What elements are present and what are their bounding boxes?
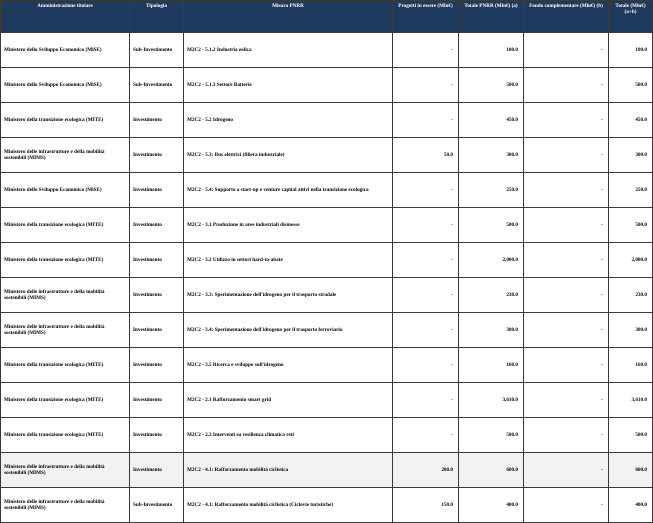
- cell-tipologia: Sub-Investimento: [130, 68, 184, 103]
- cell-amministrazione: Ministero della transizione ecologica (MITE): [1, 208, 130, 243]
- cell-amministrazione: Ministero delle infrastrutture e della mobilità sostenibili (MIMS): [1, 488, 130, 523]
- cell-totale-pnrr: 600.0: [459, 453, 524, 488]
- cell-tipologia: Investimento: [130, 103, 184, 138]
- header-totale: Totale (Mln€) (a+b): [609, 1, 653, 33]
- cell-misura: M2C2 - 2.2 Interventi su resilienza climatica reti: [184, 418, 393, 453]
- cell-totale-pnrr: 300.0: [459, 313, 524, 348]
- cell-fondo: -: [524, 488, 609, 523]
- cell-fondo: -: [524, 453, 609, 488]
- cell-tipologia: Sub-Investimento: [130, 488, 184, 523]
- cell-amministrazione: Ministero dello Sviluppo Economico (MiSE): [1, 33, 130, 68]
- table-row: [1, 278, 653, 313]
- cell-fondo: -: [524, 173, 609, 208]
- cell-totale: 2,000.0: [609, 243, 653, 278]
- cell-amministrazione: Ministero delle infrastrutture e della mobilità sostenibili (MIMS): [1, 278, 130, 313]
- cell-progetti: -: [393, 68, 459, 103]
- cell-totale: 3,610.0: [609, 383, 653, 418]
- table-row: [1, 418, 653, 453]
- cell-tipologia: Sub-Investimento: [130, 33, 184, 68]
- cell-fondo: -: [524, 103, 609, 138]
- cell-misura: M2C2 - 5.1.2 Industria eolica: [184, 33, 393, 68]
- table-row: [1, 103, 653, 138]
- cell-progetti: -: [393, 33, 459, 68]
- cell-progetti: -: [393, 348, 459, 383]
- cell-misura: M2C2 - 3.5 Ricerca e sviluppo sull'idrogeno: [184, 348, 393, 383]
- cell-totale-pnrr: 500.0: [459, 68, 524, 103]
- cell-amministrazione: Ministero delle infrastrutture e della mobilità sostenibili (MIMS): [1, 453, 130, 488]
- cell-fondo: -: [524, 208, 609, 243]
- cell-misura: M2C2 - 3.2 Utilizzo in settori hard-to-abate: [184, 243, 393, 278]
- header-progetti: Progetti in essere (Mln€): [393, 1, 459, 33]
- cell-misura: M2C2 - 2.1 Rafforzamento smart grid: [184, 383, 393, 418]
- cell-amministrazione: Ministero della transizione ecologica (MITE): [1, 348, 130, 383]
- cell-misura: M2C2 - 3.3: Sperimentazione dell'idrogeno per il trasporto stradale: [184, 278, 393, 313]
- cell-totale: 300.0: [609, 313, 653, 348]
- cell-amministrazione: Ministero delle infrastrutture e della mobilità sostenibili (MIMS): [1, 138, 130, 173]
- cell-tipologia: Investimento: [130, 453, 184, 488]
- table-row: [1, 383, 653, 418]
- cell-progetti: -: [393, 278, 459, 313]
- table-row: [1, 173, 653, 208]
- cell-totale-pnrr: 160.0: [459, 348, 524, 383]
- cell-fondo: -: [524, 313, 609, 348]
- cell-tipologia: Investimento: [130, 243, 184, 278]
- cell-totale-pnrr: 100.0: [459, 33, 524, 68]
- cell-tipologia: Investimento: [130, 138, 184, 173]
- cell-amministrazione: Ministero della transizione ecologica (MITE): [1, 418, 130, 453]
- cell-amministrazione: Ministero dello Sviluppo Economico (MiSE): [1, 68, 130, 103]
- cell-totale-pnrr: 300.0: [459, 138, 524, 173]
- cell-misura: M2C2 - 5.2 Idrogeno: [184, 103, 393, 138]
- header-misura: Misura PNRR: [184, 1, 393, 33]
- cell-tipologia: Investimento: [130, 208, 184, 243]
- cell-tipologia: Investimento: [130, 418, 184, 453]
- cell-progetti: -: [393, 243, 459, 278]
- cell-fondo: -: [524, 243, 609, 278]
- cell-totale: 100.0: [609, 33, 653, 68]
- cell-totale: 450.0: [609, 103, 653, 138]
- cell-progetti: -: [393, 383, 459, 418]
- header-fondo: Fondo complementare (Mln€) (b): [524, 1, 609, 33]
- cell-misura: M2C2 - 3.1 Produzione in aree industriali dismesse: [184, 208, 393, 243]
- cell-totale-pnrr: 3,610.0: [459, 383, 524, 418]
- cell-tipologia: Investimento: [130, 173, 184, 208]
- cell-progetti: 150.0: [393, 488, 459, 523]
- cell-progetti: -: [393, 208, 459, 243]
- cell-progetti: -: [393, 313, 459, 348]
- cell-progetti: -: [393, 418, 459, 453]
- cell-misura: M2C2 - 3.4: Sperimentazione dell'idrogeno per il trasporto ferroviario: [184, 313, 393, 348]
- cell-fondo: -: [524, 33, 609, 68]
- table-row: [1, 313, 653, 348]
- table-row: [1, 68, 653, 103]
- header-tipologia: Tipologia: [130, 1, 184, 33]
- table-row: [1, 348, 653, 383]
- cell-totale: 500.0: [609, 418, 653, 453]
- cell-misura: M2C2 - 4.1: Rafforzamento mobilità ciclistica (Ciclovie turistiche): [184, 488, 393, 523]
- cell-totale: 600.0: [609, 453, 653, 488]
- cell-progetti: 50.0: [393, 138, 459, 173]
- cell-totale: 500.0: [609, 68, 653, 103]
- cell-totale-pnrr: 250.0: [459, 173, 524, 208]
- cell-amministrazione: Ministero della transizione ecologica (MITE): [1, 243, 130, 278]
- cell-totale-pnrr: 500.0: [459, 208, 524, 243]
- cell-totale-pnrr: 450.0: [459, 103, 524, 138]
- cell-tipologia: Investimento: [130, 383, 184, 418]
- cell-totale-pnrr: 400.0: [459, 488, 524, 523]
- table-row: [1, 138, 653, 173]
- table-row: [1, 453, 653, 488]
- cell-amministrazione: Ministero dello Sviluppo Economico (MiSE): [1, 173, 130, 208]
- cell-fondo: -: [524, 383, 609, 418]
- cell-totale-pnrr: 230.0: [459, 278, 524, 313]
- table-row: [1, 33, 653, 68]
- cell-progetti: 200.0: [393, 453, 459, 488]
- cell-totale: 230.0: [609, 278, 653, 313]
- cell-fondo: -: [524, 278, 609, 313]
- cell-totale: 250.0: [609, 173, 653, 208]
- header-totale-pnrr: Totale PNRR (Mln€) (a): [459, 1, 524, 33]
- cell-tipologia: Investimento: [130, 313, 184, 348]
- cell-totale: 160.0: [609, 348, 653, 383]
- cell-progetti: -: [393, 173, 459, 208]
- cell-progetti: -: [393, 103, 459, 138]
- cell-totale-pnrr: 500.0: [459, 418, 524, 453]
- header-amministrazione: Amministrazione titolare: [1, 1, 130, 33]
- cell-misura: M2C2 - 5.3: Bus elettrici (filiera industriale): [184, 138, 393, 173]
- cell-fondo: -: [524, 348, 609, 383]
- cell-misura: M2C2 - 5.4: Supporto a start-up e venture capital attivi nella transizione ecologica: [184, 173, 393, 208]
- cell-misura: M2C2 - 4.1: Rafforzamento mobilità ciclistica: [184, 453, 393, 488]
- cell-fondo: -: [524, 418, 609, 453]
- table-row: [1, 208, 653, 243]
- cell-tipologia: Investimento: [130, 348, 184, 383]
- cell-totale-pnrr: 2,000.0: [459, 243, 524, 278]
- cell-amministrazione: Ministero della transizione ecologica (MITE): [1, 383, 130, 418]
- table-row: [1, 488, 653, 523]
- table-row: [1, 243, 653, 278]
- cell-amministrazione: Ministero della transizione ecologica (MITE): [1, 103, 130, 138]
- cell-totale: 400.0: [609, 488, 653, 523]
- cell-fondo: -: [524, 138, 609, 173]
- cell-amministrazione: Ministero delle infrastrutture e della mobilità sostenibili (MIMS): [1, 313, 130, 348]
- cell-fondo: -: [524, 68, 609, 103]
- table-header-row: [1, 1, 653, 33]
- cell-totale: 500.0: [609, 208, 653, 243]
- cell-tipologia: Investimento: [130, 278, 184, 313]
- cell-misura: M2C2 - 5.1.3 Settore Batterie: [184, 68, 393, 103]
- cell-totale: 300.0: [609, 138, 653, 173]
